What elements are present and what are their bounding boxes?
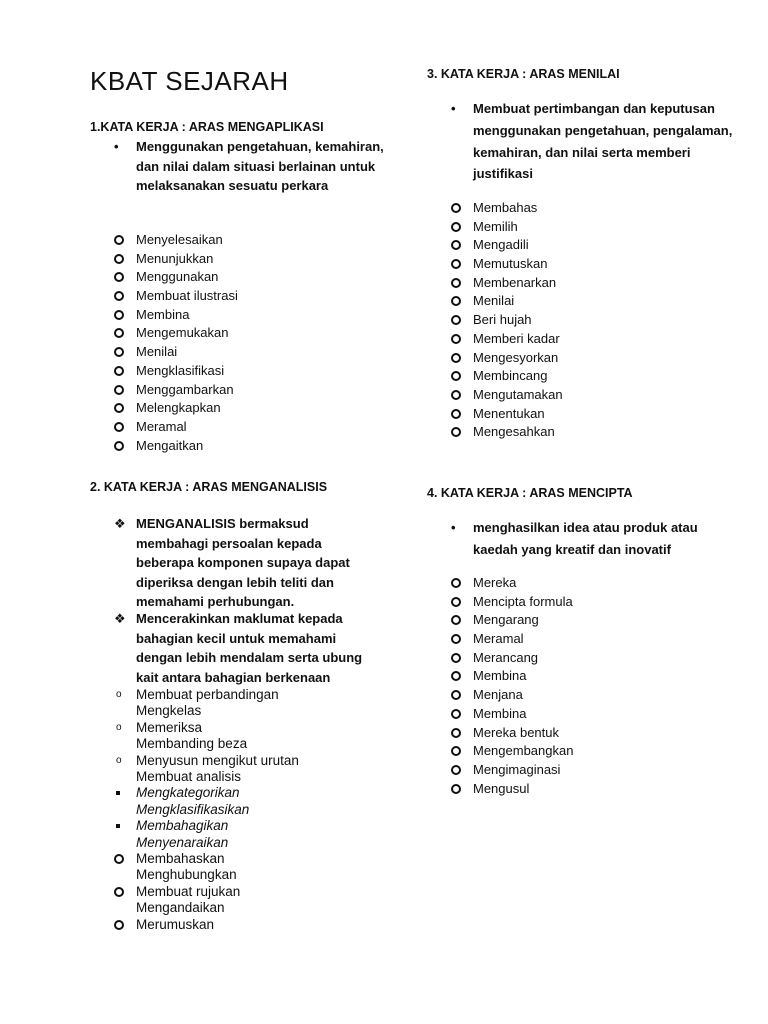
- list-item-label: Mengimaginasi: [473, 761, 561, 777]
- ring-bullet-icon: [114, 310, 124, 320]
- ring-bullet-icon: [451, 784, 461, 794]
- list-item: [136, 900, 299, 916]
- ring-bullet-icon: [114, 366, 124, 376]
- list-item: [473, 405, 563, 424]
- ring-bullet-icon: [451, 278, 461, 288]
- ring-bullet-icon: [451, 296, 461, 306]
- list-item: [116, 687, 299, 703]
- list-item-label: Menggunakan: [136, 269, 219, 285]
- bullet-icon: •: [451, 101, 456, 116]
- section4-heading: 4. KATA KERJA : ARAS MENCIPTA: [427, 486, 633, 500]
- list-item: [136, 835, 299, 851]
- list-item-label: Menilai: [473, 293, 515, 309]
- ring-bullet-icon: [451, 615, 461, 625]
- section1-heading: 1.KATA KERJA : ARAS MENGAPLIKASI: [90, 120, 324, 134]
- circle-bullet-icon: o: [116, 689, 122, 700]
- section2-para2-text: Mencerakinkan maklumat kepada bahagian kecil untuk memahami dengan lebih mendalam serta ubung kait antara bahagian berkenaan: [136, 611, 363, 685]
- list-item-label: Menyenaraikan: [136, 834, 229, 850]
- list-item-label: Menghubungkan: [136, 867, 237, 883]
- list-item: [473, 724, 573, 743]
- list-item-label: Mengutamakan: [473, 386, 563, 402]
- list-item: [136, 362, 238, 381]
- list-item: [136, 867, 299, 883]
- list-item: [116, 719, 299, 736]
- ring-bullet-icon: [114, 235, 124, 245]
- list-item: [473, 630, 573, 649]
- list-item: [473, 649, 573, 668]
- ring-bullet-icon: [451, 371, 461, 381]
- list-item-label: Membuat perbandingan: [136, 687, 279, 702]
- section2-heading: 2. KATA KERJA : ARAS MENGANALISIS: [90, 480, 328, 494]
- ring-bullet-icon: [114, 291, 124, 301]
- list-item: [136, 287, 238, 306]
- list-item: [473, 274, 563, 293]
- list-item-label: Membincang: [473, 368, 548, 384]
- list-item: [136, 324, 238, 343]
- list-item: [136, 736, 299, 752]
- ring-bullet-icon: [451, 222, 461, 232]
- ring-bullet-icon: [114, 403, 124, 413]
- list-item-label: Membuat analisis: [136, 769, 242, 785]
- circle-bullet-icon: o: [116, 754, 122, 766]
- list-item: [136, 268, 238, 287]
- list-item-label: Menjana: [473, 687, 523, 703]
- list-item: [136, 343, 238, 362]
- list-item-label: Membina: [473, 668, 527, 684]
- list-item: [136, 399, 238, 418]
- list-item: [473, 686, 573, 705]
- list-item-label: Merancang: [473, 649, 539, 665]
- list-item-label: Memutuskan: [473, 256, 548, 272]
- list-item-label: Mengadili: [473, 237, 529, 253]
- ring-bullet-icon: [451, 203, 461, 213]
- list-item-label: Mereka bentuk: [473, 724, 559, 740]
- ring-bullet-icon: [114, 441, 124, 451]
- ring-bullet-icon: [451, 409, 461, 419]
- ring-bullet-icon: [451, 690, 461, 700]
- list-item: [473, 386, 563, 405]
- list-item: [473, 705, 573, 724]
- section3-description: [451, 98, 733, 185]
- list-item: [473, 611, 573, 630]
- list-item-label: Melengkapkan: [136, 400, 221, 416]
- list-item-label: Mengesyorkan: [473, 349, 559, 365]
- list-item: [136, 802, 299, 818]
- list-item-label: Mengkategorikan: [136, 785, 240, 801]
- ring-bullet-icon: [114, 887, 124, 897]
- ring-bullet-icon: [451, 765, 461, 775]
- ring-bullet-icon: [451, 259, 461, 269]
- list-item-label: Menggambarkan: [136, 381, 234, 397]
- list-item-label: Mengkelas: [136, 703, 202, 719]
- list-item-label: Menilai: [136, 344, 178, 360]
- section2-para2: [114, 609, 381, 687]
- ring-bullet-icon: [451, 240, 461, 250]
- square-bullet-icon: [116, 791, 120, 795]
- list-item: [473, 199, 563, 218]
- list-item-label: Mengusul: [473, 780, 530, 796]
- list-item-label: Menunjukkan: [136, 250, 214, 266]
- list-item-label: Membina: [136, 306, 190, 322]
- list-item: [136, 785, 299, 801]
- section3-list: [473, 199, 563, 442]
- section2-para1-text: MENGANALISIS bermaksud membahagi persoalan kepada beberapa komponen supaya dapat diperiksa dengan lebih teliti dan memahami perhubungan.: [136, 516, 350, 609]
- section3-heading: 3. KATA KERJA : ARAS MENILAI: [427, 67, 620, 81]
- list-item: [473, 667, 573, 686]
- list-item: [473, 218, 563, 237]
- ring-bullet-icon: [451, 671, 461, 681]
- list-item: [473, 236, 563, 255]
- ring-bullet-icon: [451, 427, 461, 437]
- ring-bullet-icon: [114, 385, 124, 395]
- ring-bullet-icon: [451, 334, 461, 344]
- list-item-label: Memberi kadar: [473, 330, 560, 346]
- list-item-label: Membahas: [473, 200, 538, 215]
- list-item: [473, 311, 563, 330]
- list-item: [473, 292, 563, 311]
- list-item-label: Meramal: [473, 631, 524, 647]
- list-item-label: Mengandaikan: [136, 900, 225, 916]
- list-item: [136, 851, 299, 867]
- ring-bullet-icon: [451, 634, 461, 644]
- ring-bullet-icon: [114, 422, 124, 432]
- list-item: [473, 255, 563, 274]
- list-item-label: Mengaitkan: [136, 437, 204, 453]
- list-item: [473, 330, 563, 349]
- list-item: [136, 769, 299, 785]
- list-item-label: Membuat rujukan: [136, 883, 241, 899]
- section1-description-text: Menggunakan pengetahuan, kemahiran, dan nilai dalam situasi berlainan untuk melaksanakan sesuatu perkara: [136, 139, 384, 193]
- list-item: [473, 780, 573, 799]
- list-item: [473, 574, 573, 593]
- list-item: [136, 250, 238, 269]
- list-item-label: Beri hujah: [473, 312, 532, 328]
- list-item: [473, 742, 573, 761]
- list-item-label: Memeriksa: [136, 719, 203, 735]
- list-item-label: Menyelesaikan: [136, 232, 223, 247]
- list-item-label: Mengklasifikasikan: [136, 801, 250, 817]
- list-item-label: Membahaskan: [136, 851, 225, 867]
- list-item: [136, 884, 299, 900]
- list-item-label: Mengklasifikasi: [136, 362, 225, 378]
- diamond-bullet-icon: ❖: [114, 516, 126, 531]
- list-item: [116, 752, 299, 769]
- list-item-label: Menentukan: [473, 405, 545, 421]
- ring-bullet-icon: [451, 353, 461, 363]
- list-item-label: Memilih: [473, 218, 518, 234]
- list-item-label: Menyusun mengikut urutan: [136, 752, 299, 768]
- list-item-label: Mencipta formula: [473, 593, 573, 609]
- section3-description-text: Membuat pertimbangan dan keputusan menggunakan pengetahuan, pengalaman, kemahiran, dan nilai serta memberi justifikasi: [473, 101, 733, 182]
- list-item: [473, 349, 563, 368]
- list-item: [473, 423, 563, 442]
- list-item-label: Mengarang: [473, 612, 539, 628]
- ring-bullet-icon: [114, 347, 124, 357]
- list-item-label: Membahagikan: [136, 818, 229, 834]
- ring-bullet-icon: [114, 920, 124, 930]
- list-item-label: Merumuskan: [136, 916, 215, 932]
- list-item-label: Membina: [473, 705, 527, 721]
- ring-bullet-icon: [114, 328, 124, 338]
- list-item-label: Membuat ilustrasi: [136, 288, 238, 304]
- ring-bullet-icon: [451, 597, 461, 607]
- ring-bullet-icon: [451, 390, 461, 400]
- list-item-label: Mengesahkan: [473, 424, 555, 440]
- list-item: [136, 306, 238, 325]
- section4-list: [473, 574, 573, 798]
- list-item-label: Membanding beza: [136, 736, 248, 752]
- section1-list: [136, 231, 238, 455]
- list-item: [473, 367, 563, 386]
- list-item: [136, 231, 238, 250]
- list-item: [136, 818, 299, 834]
- ring-bullet-icon: [451, 728, 461, 738]
- bullet-icon: •: [451, 520, 456, 535]
- section4-description: [451, 517, 723, 561]
- list-item-label: Membenarkan: [473, 274, 557, 290]
- ring-bullet-icon: [451, 746, 461, 756]
- list-item-label: Meramal: [136, 418, 187, 434]
- list-item: [473, 761, 573, 780]
- section2-para1: [114, 514, 381, 612]
- list-item: [473, 593, 573, 612]
- page-title: KBAT SEJARAH: [90, 66, 289, 96]
- ring-bullet-icon: [114, 854, 124, 864]
- list-item-label: Mereka: [473, 575, 517, 590]
- ring-bullet-icon: [451, 578, 461, 588]
- list-item: [136, 437, 238, 456]
- list-item: [136, 703, 299, 719]
- list-item-label: Mengembangkan: [473, 743, 574, 759]
- list-item: [136, 381, 238, 400]
- ring-bullet-icon: [114, 254, 124, 264]
- ring-bullet-icon: [451, 653, 461, 663]
- bullet-icon: •: [114, 139, 119, 154]
- list-item-label: Mengemukakan: [136, 325, 229, 341]
- section2-list: [116, 687, 299, 933]
- circle-bullet-icon: o: [116, 721, 122, 733]
- list-item: [136, 418, 238, 437]
- ring-bullet-icon: [451, 709, 461, 719]
- ring-bullet-icon: [114, 272, 124, 282]
- ring-bullet-icon: [451, 315, 461, 325]
- diamond-bullet-icon: ❖: [114, 611, 126, 626]
- section1-description: [114, 137, 396, 196]
- list-item: [136, 917, 299, 933]
- section4-description-text: menghasilkan idea atau produk atau kaedah yang kreatif dan inovatif: [473, 520, 698, 557]
- square-bullet-icon: [116, 824, 120, 828]
